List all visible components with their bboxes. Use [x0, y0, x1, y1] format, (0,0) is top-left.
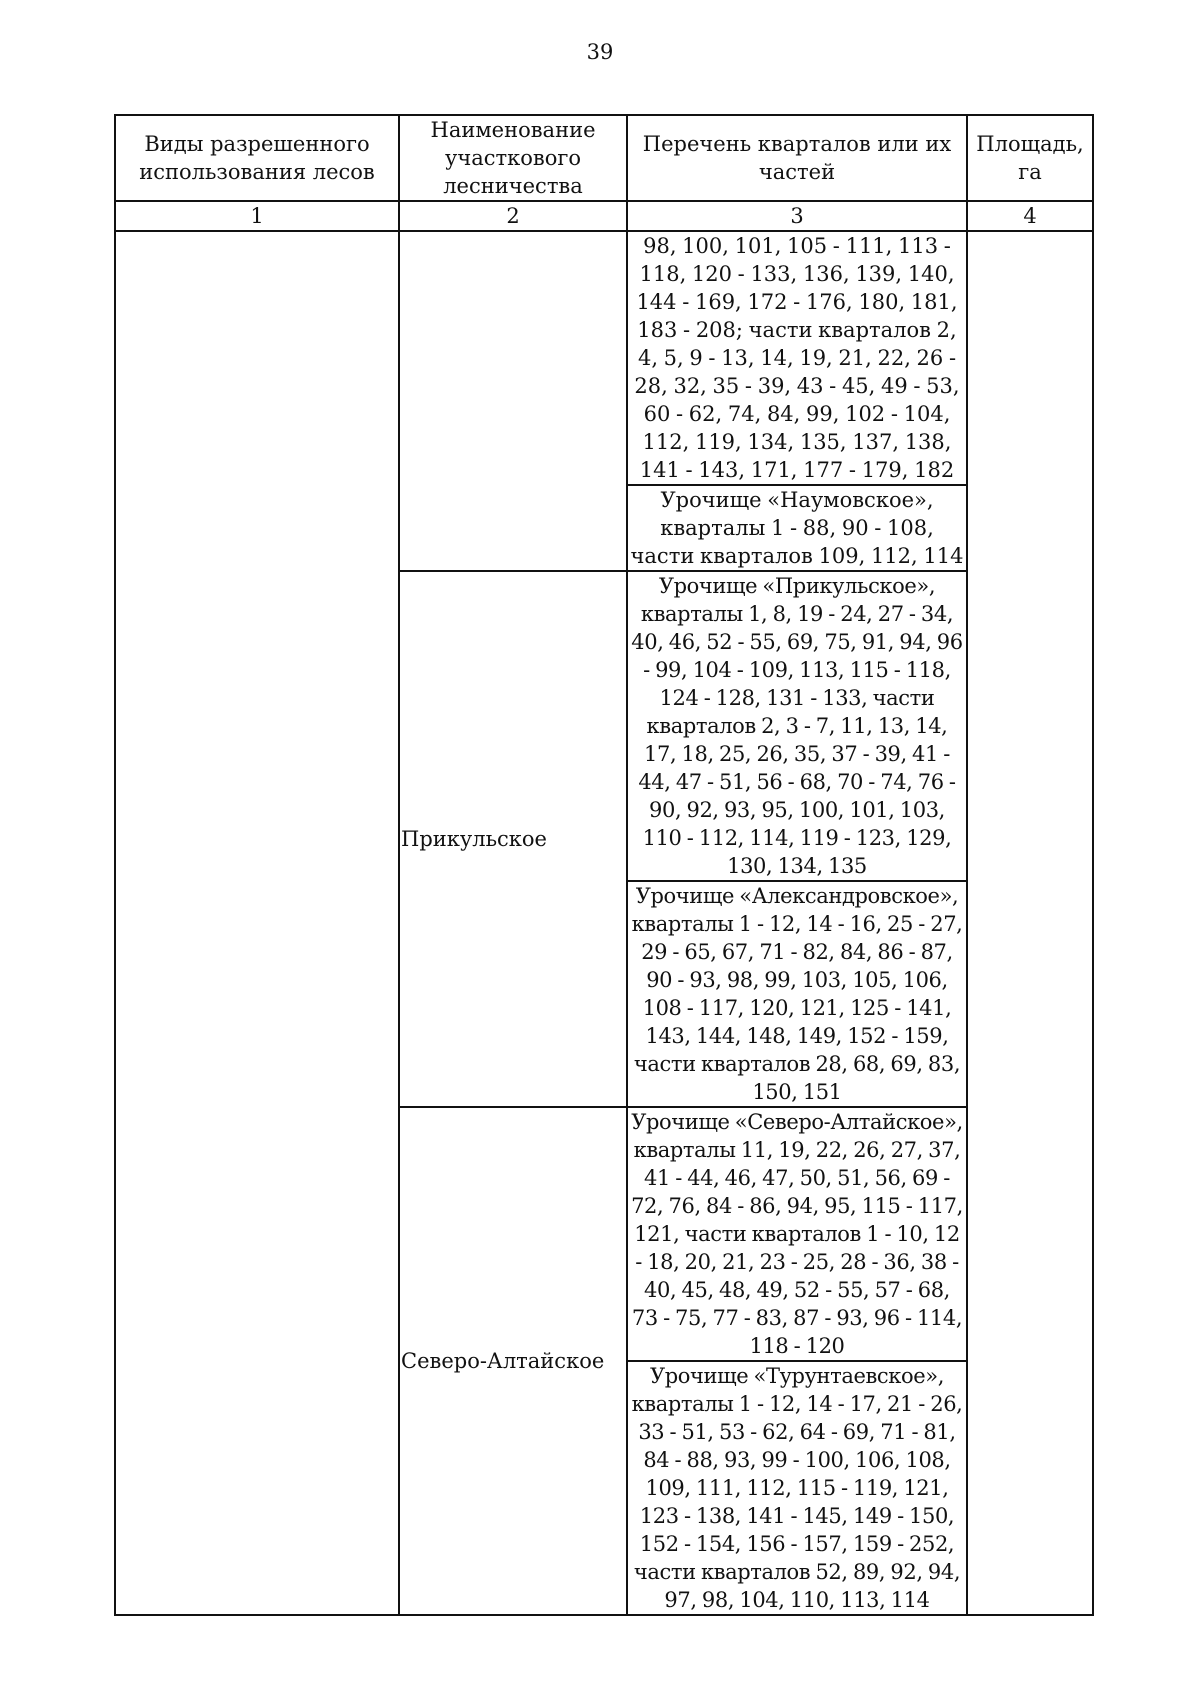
area-cell: [967, 231, 1093, 1615]
header-use-type: Виды разрешенного использования лесов: [115, 115, 399, 201]
header-forestry-name: Наименование участкового лесничества: [399, 115, 627, 201]
table-row: [115, 231, 1093, 485]
page-number: 39: [586, 40, 614, 64]
column-number-row: [115, 201, 1093, 231]
forest-use-table: [114, 114, 1094, 1616]
forestry-name-cell: Северо-Алтайское: [399, 1107, 627, 1615]
block-list-cell: Урочище «Турунтаевское», кварталы 1 - 12, 14 - 17, 21 - 26, 33 - 51, 53 - 62, 64 - 69, 71 - 81, 84 - 88, 93, 99 - 100, 106, 108, 109, 111, 112, 115 - 119, 121, 123 - 138, 141 - 145, 149 - 150, 152 - 154, 156 - 157, 159 - 252, части кварталов 52, 89, 92, 94, 97, 98, 104, 110, 113, 114: [627, 1361, 967, 1615]
column-number: 3: [627, 201, 967, 231]
column-number: 2: [399, 201, 627, 231]
block-list-cell: Урочище «Северо-Алтайское», кварталы 11, 19, 22, 26, 27, 37, 41 - 44, 46, 47, 50, 51, 56, 69 - 72, 76, 84 - 86, 94, 95, 115 - 117, 121, части кварталов 1 - 10, 12 - 18, 20, 21, 23 - 25, 28 - 36, 38 - 40, 45, 48, 49, 52 - 55, 57 - 68, 73 - 75, 77 - 83, 87 - 93, 96 - 114, 118 - 120: [627, 1107, 967, 1361]
block-list-cell: Урочище «Александровское», кварталы 1 - 12, 14 - 16, 25 - 27, 29 - 65, 67, 71 - 82, 84, 86 - 87, 90 - 93, 98, 99, 103, 105, 106, 108 - 117, 120, 121, 125 - 141, 143, 144, 148, 149, 152 - 159, части кварталов 28, 68, 69, 83, 150, 151: [627, 881, 967, 1107]
block-list-cell: Урочище «Прикульское», кварталы 1, 8, 19 - 24, 27 - 34, 40, 46, 52 - 55, 69, 75, 91, 94, 96 - 99, 104 - 109, 113, 115 - 118, 124 - 128, 131 - 133, части кварталов 2, 3 - 7, 11, 13, 14, 17, 18, 25, 26, 35, 37 - 39, 41 - 44, 47 - 51, 56 - 68, 70 - 74, 76 - 90, 92, 93, 95, 100, 101, 103, 110 - 112, 114, 119 - 123, 129, 130, 134, 135: [627, 571, 967, 881]
header-block-list: Перечень кварталов или их частей: [627, 115, 967, 201]
block-list-cell: 98, 100, 101, 105 - 111, 113 - 118, 120 - 133, 136, 139, 140, 144 - 169, 172 - 176, 180, 181, 183 - 208; части кварталов 2, 4, 5, 9 - 13, 14, 19, 21, 22, 26 - 28, 32, 35 - 39, 43 - 45, 49 - 53, 60 - 62, 74, 84, 99, 102 - 104, 112, 119, 134, 135, 137, 138, 141 - 143, 171, 177 - 179, 182: [627, 231, 967, 485]
block-list-cell: Урочище «Наумовское», кварталы 1 - 88, 90 - 108, части кварталов 109, 112, 114: [627, 485, 967, 571]
column-number: 1: [115, 201, 399, 231]
forestry-name-cell: [399, 231, 627, 571]
column-number: 4: [967, 201, 1093, 231]
use-type-cell: [115, 231, 399, 1615]
header-area: Площадь, га: [967, 115, 1093, 201]
forestry-name-cell: Прикульское: [399, 571, 627, 1107]
table-header-row: [115, 115, 1093, 201]
